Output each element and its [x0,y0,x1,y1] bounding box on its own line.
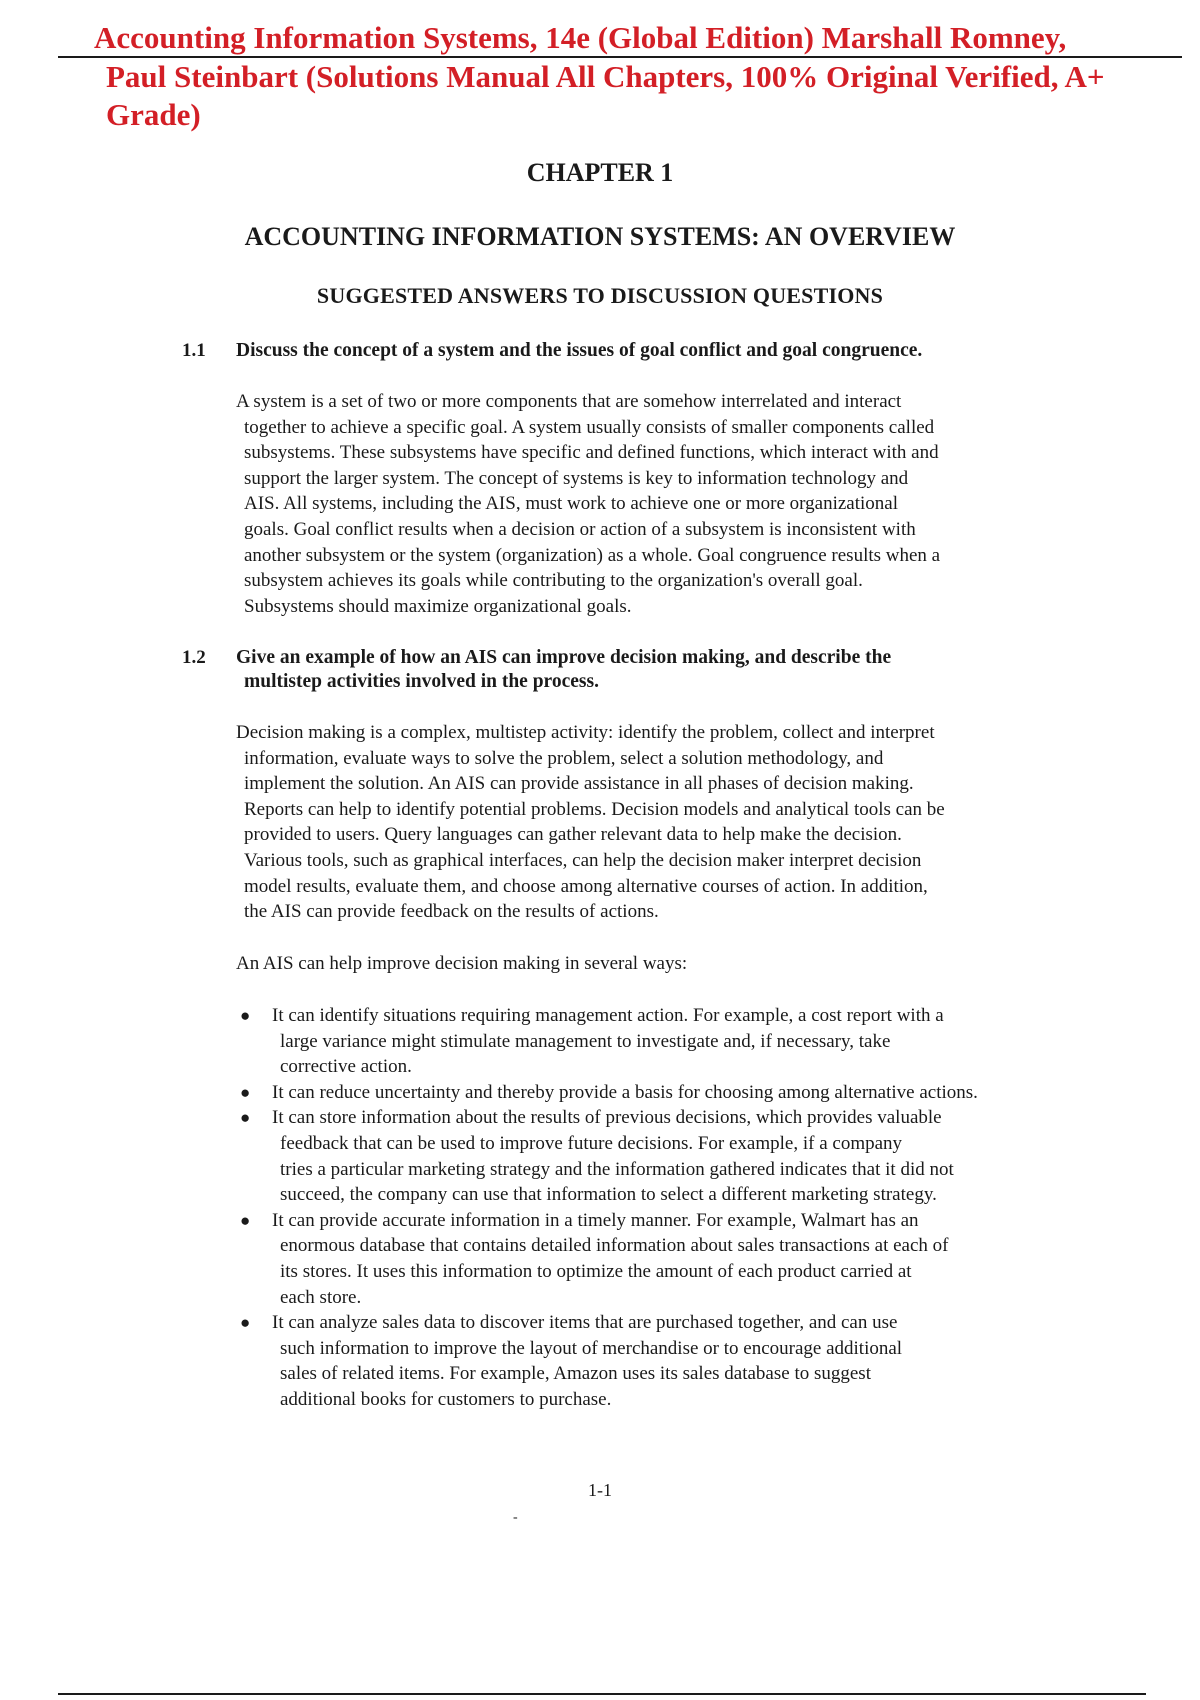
banner-line-2: Paul Steinbart (Solutions Manual All Chapters, 100% Original Verified, A+ [106,59,1105,94]
answer-line: support the larger system. The concept of systems is key to information technology and [244,467,909,489]
list-item: ● It can reduce uncertainty and thereby provide a basis for choosing among alternative actions. [236,1080,1146,1106]
list-item: ● It can store information about the results of previous decisions, which provides valuable feedback that can be used to improve future decisions. For example, if a company tries a particular marketing strategy and the information gathered indicates that it did not succeed, the company can use that information to select a different marketing strategy. [240,1107,954,1206]
answer-line: goals. Goal conflict results when a decision or action of a subsystem is inconsistent with [244,518,916,540]
answer-line: Reports can help to identify potential problems. Decision models and analytical tools can be [244,798,945,820]
list-item: ● It can provide accurate information in a timely manner. For example, Walmart has an enormous database that contains detailed information about sales transactions at each of its stores. It uses this information to optimize the amount of each product carried at each store. [240,1209,949,1308]
bullet-icon: ● [240,1108,251,1128]
bullet-list [236,1003,1146,1413]
page-number: 1-1 [588,1480,612,1500]
banner-line-1: Accounting Information Systems, 14e (Global Edition) Marshall Romney, [58,20,1182,58]
bullet-icon: ● [240,1006,251,1025]
answer-line: another subsystem or the system (organization) as a whole. Goal congruence results when a [244,544,941,566]
answer-line: model results, evaluate them, and choose among alternative courses of action. In addition, [244,875,928,897]
bullet-icon: ● [240,1082,251,1102]
document-banner [58,20,1158,134]
answer-line: information, evaluate ways to solve the problem, select a solution methodology, and [244,747,884,769]
question-number: 1.1 [182,340,206,361]
answer-intro [236,951,1116,977]
answer-line: the AIS can provide feedback on the results of actions. [244,901,659,923]
answer-paragraph [236,389,1116,619]
footer-divider [58,1693,1146,1695]
bullet-icon: ● [240,1313,251,1333]
answer-line: implement the solution. An AIS can provide assistance in all phases of decision making. [244,773,914,795]
banner-line-3: Grade) [106,97,201,132]
answer-line: provided to users. Query languages can gather relevant data to help make the decision. [244,824,902,846]
question-line: Give an example of how an AIS can improve decision making, and describe the [236,647,892,668]
answer-line: subsystem achieves its goals while contributing to the organization's overall goal. [244,570,863,592]
question-text [236,646,1096,694]
list-item: ● It can identify situations requiring management action. For example, a cost report with a large variance might stimulate management to investigate and, if necessary, take corrective action. [240,1005,944,1078]
answer-line: subsystems. These subsystems have specific and defined functions, which interact with and [244,442,939,464]
chapter-title: ACCOUNTING INFORMATION SYSTEMS: AN OVERVIEW [244,222,956,251]
question-text: Discuss the concept of a system and the issues of goal conflict and goal congruence. [236,340,923,361]
bullet-icon: ● [240,1210,251,1230]
answer-paragraph [236,720,1116,925]
answer-line: Decision making is a complex, multistep activity: identify the problem, collect and interpret [236,722,935,743]
answer-line: Various tools, such as graphical interfaces, can help the decision maker interpret decision [244,849,922,871]
answer-line: AIS. All systems, including the AIS, must work to achieve one or more organizational [244,493,898,515]
list-item: ● It can analyze sales data to discover items that are purchased together, and can use such information to improve the layout of merchandise or to encourage additional sales of related items. For example, Amazon uses its sales database to suggest additional books for customers to purchase. [240,1312,903,1410]
answer-line: together to achieve a specific goal. A system usually consists of smaller components called [244,416,935,438]
chapter-number: CHAPTER 1 [526,158,674,187]
question-line: multistep activities involved in the process. [244,671,599,692]
intro-line: An AIS can help improve decision making in several ways: [236,953,688,974]
stray-mark: - [513,1510,518,1525]
answer-line: A system is a set of two or more components that are somehow interrelated and interact [236,391,902,412]
answer-line: Subsystems should maximize organizational goals. [244,595,632,617]
section-heading: SUGGESTED ANSWERS TO DISCUSSION QUESTIONS [316,283,884,308]
question-number: 1.2 [182,647,206,668]
